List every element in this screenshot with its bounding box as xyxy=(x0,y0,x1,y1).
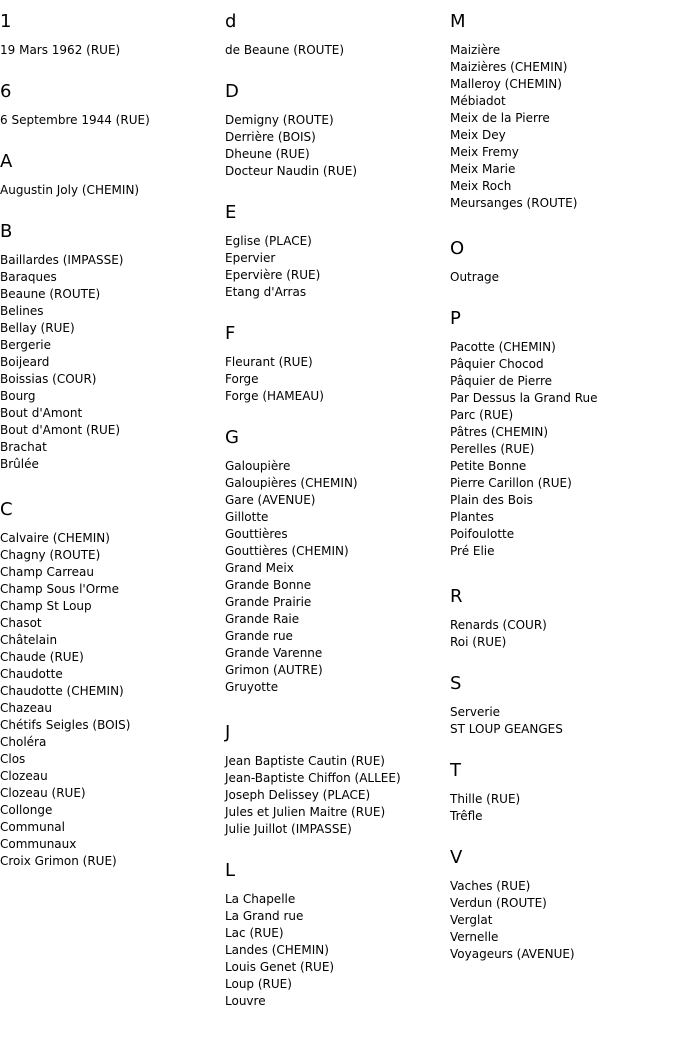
letter-group xyxy=(450,847,675,963)
street-name: Gouttières (CHEMIN) xyxy=(225,544,349,558)
group-letter-heading: 6 xyxy=(0,81,12,102)
street-name: Roi (RUE) xyxy=(450,635,507,649)
street-name: Bourg xyxy=(0,389,36,403)
street-name: Eglise (PLACE) xyxy=(225,234,312,248)
street-name: Chaudotte (CHEMIN) xyxy=(0,684,124,698)
street-name: Lac (RUE) xyxy=(225,926,284,940)
street-name: Plain des Bois xyxy=(450,493,533,507)
street-name: Grande Varenne xyxy=(225,646,323,660)
street-name: Grand Meix xyxy=(225,561,294,575)
street-name: Grimon (AUTRE) xyxy=(225,663,323,677)
group-letter-heading: J xyxy=(225,722,231,743)
letter-group xyxy=(450,586,675,651)
group-letter-heading: C xyxy=(0,499,13,520)
street-name: Malleroy (CHEMIN) xyxy=(450,77,562,91)
street-name: Beaune (ROUTE) xyxy=(0,287,101,301)
street-name: Collonge xyxy=(0,803,53,817)
street-name: Bout d'Amont xyxy=(0,406,83,420)
letter-group xyxy=(450,673,675,738)
street-name: Belines xyxy=(0,304,44,318)
street-name: Vaches (RUE) xyxy=(450,879,531,893)
street-list xyxy=(225,891,450,1010)
street-list xyxy=(450,617,675,651)
street-name: Meix Dey xyxy=(450,128,506,142)
street-name: Gare (AVENUE) xyxy=(225,493,316,507)
street-list xyxy=(225,354,450,405)
street-name: Champ St Loup xyxy=(0,599,92,613)
street-name: Jean-Baptiste Chiffon (ALLEE) xyxy=(225,771,401,785)
street-name: Outrage xyxy=(450,270,500,284)
street-name: Brûlée xyxy=(0,457,39,471)
street-list xyxy=(225,458,450,696)
street-name: Verglat xyxy=(450,913,493,927)
group-letter-heading: V xyxy=(450,847,463,868)
letter-group xyxy=(450,760,675,825)
group-letter-heading: G xyxy=(225,427,239,448)
street-name: Verdun (ROUTE) xyxy=(450,896,547,910)
street-name: Champ Carreau xyxy=(0,565,94,579)
street-name: Joseph Delissey (PLACE) xyxy=(225,788,371,802)
letter-group xyxy=(225,11,450,59)
street-name: Galoupières (CHEMIN) xyxy=(225,476,358,490)
street-list xyxy=(225,233,450,301)
group-letter-heading: M xyxy=(450,11,466,32)
street-name: Jean Baptiste Cautin (RUE) xyxy=(225,754,385,768)
group-letter-heading: d xyxy=(225,11,237,32)
street-name: Demigny (ROUTE) xyxy=(225,113,334,127)
street-name: Renards (COUR) xyxy=(450,618,547,632)
street-list xyxy=(450,269,675,286)
street-name: Pâquier de Pierre xyxy=(450,374,553,388)
letter-group xyxy=(450,238,675,286)
street-name: Perelles (RUE) xyxy=(450,442,535,456)
street-name: Thille (RUE) xyxy=(450,792,521,806)
street-name: Trêfle xyxy=(450,809,483,823)
street-list xyxy=(450,791,675,825)
street-name: Grande Raie xyxy=(225,612,300,626)
street-name: 19 Mars 1962 (RUE) xyxy=(0,43,121,57)
street-name: Epervière (RUE) xyxy=(225,268,321,282)
letter-group xyxy=(450,11,675,212)
street-name: Voyageurs (AVENUE) xyxy=(450,947,575,961)
street-name: Landes (CHEMIN) xyxy=(225,943,329,957)
street-list xyxy=(0,182,225,199)
street-name: Châtelain xyxy=(0,633,58,647)
street-list xyxy=(225,42,450,59)
street-name: Galoupière xyxy=(225,459,291,473)
street-name: Chaude (RUE) xyxy=(0,650,84,664)
street-name: Communal xyxy=(0,820,65,834)
street-list xyxy=(450,42,675,212)
group-letter-heading: D xyxy=(225,81,239,102)
street-index-column-2 xyxy=(225,0,450,1032)
group-letter-heading: A xyxy=(0,151,13,172)
street-name: Parc (RUE) xyxy=(450,408,514,422)
street-name: Dheune (RUE) xyxy=(225,147,310,161)
street-name: Meix Fremy xyxy=(450,145,519,159)
group-letter-heading: S xyxy=(450,673,462,694)
street-name: Epervier xyxy=(225,251,276,265)
street-name: Meix Marie xyxy=(450,162,516,176)
street-name: Bergerie xyxy=(0,338,51,352)
street-index-column-3 xyxy=(450,0,675,985)
group-letter-heading: O xyxy=(450,238,465,259)
street-name: Chazeau xyxy=(0,701,52,715)
street-name: Meursanges (ROUTE) xyxy=(450,196,578,210)
street-name: Pâtres (CHEMIN) xyxy=(450,425,549,439)
street-list xyxy=(450,339,675,560)
street-name: Meix de la Pierre xyxy=(450,111,550,125)
group-letter-heading: E xyxy=(225,202,237,223)
street-name: Boijeard xyxy=(0,355,50,369)
street-name: Bout d'Amont (RUE) xyxy=(0,423,121,437)
street-name: Calvaire (CHEMIN) xyxy=(0,531,110,545)
street-name: La Chapelle xyxy=(225,892,296,906)
group-letter-heading: 1 xyxy=(0,11,12,32)
street-name: Chaudotte xyxy=(0,667,63,681)
street-name: Serverie xyxy=(450,705,501,719)
street-name: Par Dessus la Grand Rue xyxy=(450,391,598,405)
street-name: Derrière (BOIS) xyxy=(225,130,316,144)
street-name: Maizière xyxy=(450,43,501,57)
street-name: Poifoulotte xyxy=(450,527,515,541)
street-name: Gruyotte xyxy=(225,680,279,694)
letter-group xyxy=(0,81,225,129)
group-letter-heading: T xyxy=(450,760,461,781)
letter-group xyxy=(225,860,450,1010)
street-name: Champ Sous l'Orme xyxy=(0,582,119,596)
letter-group xyxy=(225,202,450,301)
street-name: Chétifs Seigles (BOIS) xyxy=(0,718,131,732)
street-name: 6 Septembre 1944 (RUE) xyxy=(0,113,150,127)
street-name: Vernelle xyxy=(450,930,499,944)
street-name: Etang d'Arras xyxy=(225,285,307,299)
street-name: Clozeau xyxy=(0,769,48,783)
street-name: Gouttières xyxy=(225,527,288,541)
street-name: Baillardes (IMPASSE) xyxy=(0,253,124,267)
street-name: Augustin Joly (CHEMIN) xyxy=(0,183,140,197)
street-name: Communaux xyxy=(0,837,77,851)
group-letter-heading: P xyxy=(450,308,461,329)
street-name: Grande rue xyxy=(225,629,293,643)
letter-group xyxy=(0,499,225,870)
street-name: Louis Genet (RUE) xyxy=(225,960,335,974)
street-name: Baraques xyxy=(0,270,57,284)
street-name: Jules et Julien Maitre (RUE) xyxy=(225,805,386,819)
street-name: Mébiadot xyxy=(450,94,506,108)
street-name: Pâquier Chocod xyxy=(450,357,544,371)
group-letter-heading: B xyxy=(0,221,13,242)
group-letter-heading: R xyxy=(450,586,463,607)
street-name: Clos xyxy=(0,752,26,766)
street-list xyxy=(225,112,450,180)
street-name: Chagny (ROUTE) xyxy=(0,548,101,562)
street-name: Boissias (COUR) xyxy=(0,372,97,386)
street-name: Clozeau (RUE) xyxy=(0,786,86,800)
street-name: Loup (RUE) xyxy=(225,977,292,991)
street-name: Plantes xyxy=(450,510,494,524)
street-list xyxy=(0,42,225,59)
street-name: Pierre Carillon (RUE) xyxy=(450,476,572,490)
street-name: Choléra xyxy=(0,735,47,749)
group-letter-heading: L xyxy=(225,860,236,881)
street-name: Fleurant (RUE) xyxy=(225,355,313,369)
street-list xyxy=(225,753,450,838)
street-name: Meix Roch xyxy=(450,179,512,193)
group-letter-heading: F xyxy=(225,323,236,344)
letter-group xyxy=(225,427,450,696)
street-list xyxy=(450,878,675,963)
street-name: Croix Grimon (RUE) xyxy=(0,854,117,868)
letter-group xyxy=(0,151,225,199)
street-name: Louvre xyxy=(225,994,266,1008)
street-list xyxy=(450,704,675,738)
street-name: Forge (HAMEAU) xyxy=(225,389,324,403)
letter-group xyxy=(225,323,450,405)
street-name: Grande Bonne xyxy=(225,578,312,592)
street-list xyxy=(0,530,225,870)
street-name: Forge xyxy=(225,372,259,386)
street-name: Bellay (RUE) xyxy=(0,321,75,335)
street-name: Pré Elie xyxy=(450,544,495,558)
street-name: Gillotte xyxy=(225,510,269,524)
street-list xyxy=(0,252,225,473)
letter-group xyxy=(0,11,225,59)
letter-group xyxy=(225,81,450,180)
street-name: Grande Prairie xyxy=(225,595,312,609)
street-name: Brachat xyxy=(0,440,47,454)
letter-group xyxy=(225,722,450,838)
street-name: La Grand rue xyxy=(225,909,304,923)
street-name: Julie Juillot (IMPASSE) xyxy=(225,822,352,836)
street-list xyxy=(0,112,225,129)
letter-group xyxy=(450,308,675,560)
street-name: Pacotte (CHEMIN) xyxy=(450,340,556,354)
street-name: Chasot xyxy=(0,616,42,630)
street-name: Maizières (CHEMIN) xyxy=(450,60,568,74)
street-name: Docteur Naudin (RUE) xyxy=(225,164,357,178)
street-name: Petite Bonne xyxy=(450,459,527,473)
letter-group xyxy=(0,221,225,473)
street-name: de Beaune (ROUTE) xyxy=(225,43,345,57)
street-index-column-1 xyxy=(0,0,225,896)
street-name: ST LOUP GEANGES xyxy=(450,722,563,736)
